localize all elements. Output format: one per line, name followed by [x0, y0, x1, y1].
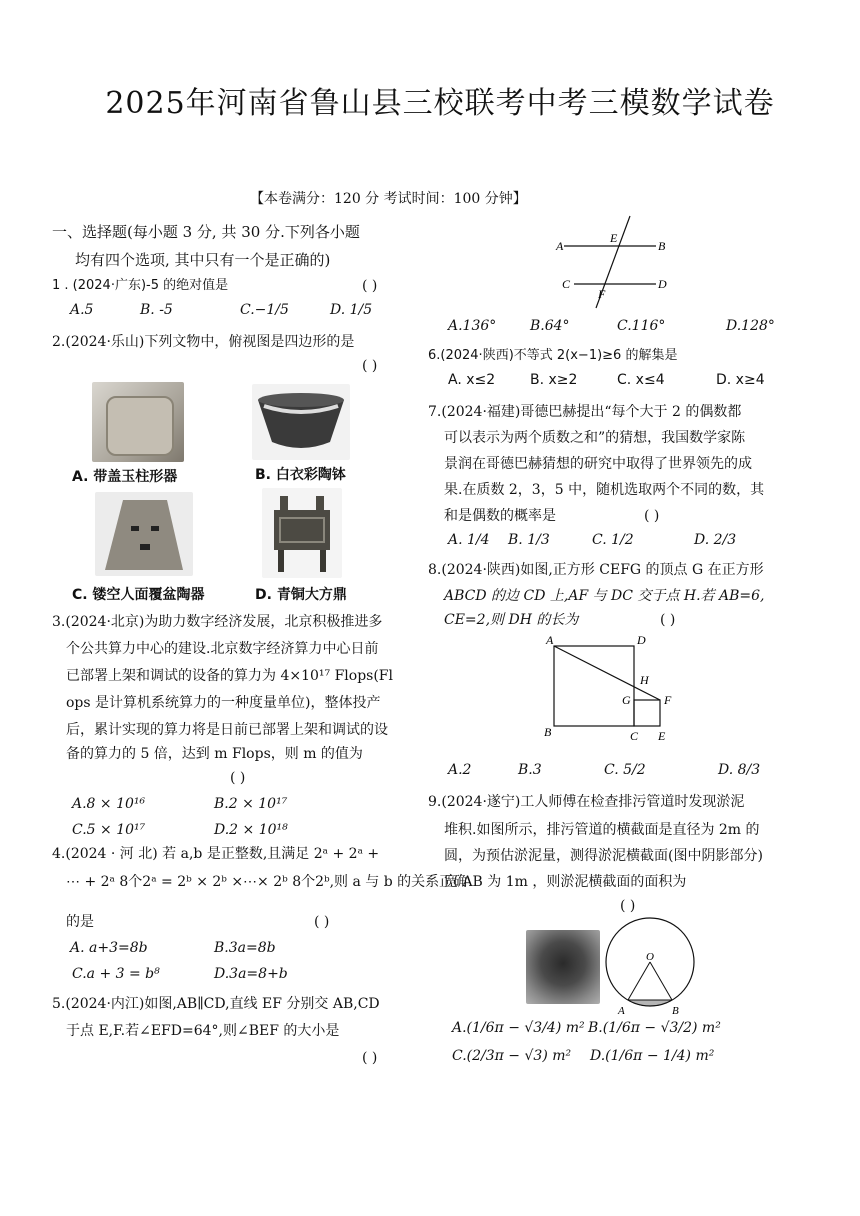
label-e: E: [658, 729, 666, 743]
q4-option-c: C.a + 3 = b⁸: [72, 966, 160, 982]
sewer-pipe-photo: [526, 930, 600, 1004]
q6-option-c: C. x≤4: [617, 372, 665, 388]
label-o: O: [646, 951, 654, 963]
q5-answer-paren: ( ): [362, 1050, 378, 1066]
q3-line-1: 3.(2024·北京)为助力数字经济发展，北京积极推进多: [52, 614, 383, 630]
q1-option-a: A.5: [70, 302, 94, 318]
bowl-shape: [252, 384, 350, 460]
label-e: E: [610, 231, 618, 245]
q6-stem: 6.(2024·陕西)不等式 2(x−1)≥6 的解集是: [428, 348, 678, 363]
q2-answer-paren: ( ): [362, 358, 378, 374]
label-a: A: [618, 1005, 625, 1016]
q5-line-2: 于点 E,F.若∠EFD=64°,则∠BEF 的大小是: [66, 1023, 340, 1039]
label-b: B: [672, 1005, 679, 1016]
label-a: A: [556, 239, 564, 253]
q2-stem: 2.(2024·乐山)下列文物中，俯视图是四边形的是: [52, 334, 355, 350]
q7-line-5: 和是偶数的概率是: [444, 508, 556, 524]
q6-option-a: A. x≤2: [448, 372, 496, 388]
q9-line-4: 宽 AB 为 1m ，则淤泥横截面的面积为: [444, 874, 687, 890]
q6-option-b: B. x≥2: [530, 372, 578, 388]
q2-option-b: B. 白衣彩陶钵: [255, 467, 346, 483]
q3-option-c: C.5 × 10¹⁷: [72, 822, 146, 838]
label-d: D: [637, 633, 646, 647]
q1-option-d: D. 1/5: [330, 302, 373, 318]
q8-option-c: C. 5/2: [604, 762, 646, 778]
q4-option-a: A. a+3=8b: [70, 940, 148, 956]
q2-option-d: D. 青铜大方鼎: [255, 587, 347, 603]
q8-option-a: A.2: [448, 762, 472, 778]
q7-answer-paren: ( ): [644, 508, 660, 524]
q9-circle-figure: [600, 916, 700, 1016]
q9-line-2: 堆积.如图所示，排污管道的横截面是直径为 2m 的: [444, 822, 760, 838]
exam-info: 【本卷满分：120 分 考试时间：100 分钟】: [250, 191, 527, 207]
label-c: C: [630, 729, 639, 743]
label-c: C: [562, 277, 571, 291]
q8-option-b: B.3: [518, 762, 542, 778]
q7-line-3: 景润在哥德巴赫猜想的研究中取得了世界领先的成: [444, 456, 752, 472]
q8-answer-paren: ( ): [660, 612, 676, 628]
q5-line-1: 5.(2024·内江)如图,AB∥CD,直线 EF 分别交 AB,CD: [52, 996, 380, 1012]
label-d: D: [658, 277, 667, 291]
q3-line-4: ops 是计算机系统算力的一种度量单位)，整体投产: [66, 695, 381, 711]
q9-option-a: A.(1/6π − √3/4) m²: [452, 1020, 585, 1036]
q3-option-d: D.2 × 10¹⁸: [214, 822, 288, 838]
label-b: B: [544, 725, 552, 739]
q3-option-a: A.8 × 10¹⁶: [72, 796, 146, 812]
q4-line-1: 4.(2024 · 河 北) 若 a,b 是正整数,且满足 2ᵃ + 2ᵃ +: [52, 846, 380, 862]
q2-option-a: A. 带盖玉柱形器: [72, 469, 178, 485]
q7-option-b: B. 1/3: [508, 532, 550, 548]
q5-option-d: D.128°: [726, 318, 775, 334]
q9-line-1: 9.(2024·遂宁)工人师傅在检查排污管道时发现淤泥: [428, 794, 745, 810]
label-f: F: [598, 287, 606, 301]
q7-line-2: 可以表示为两个质数之和”的猜想，我国数学家陈: [444, 430, 746, 446]
q4-line-3: 的是: [66, 914, 94, 930]
q4-line-2: ⋯ + 2ᵃ 8个2ᵃ = 2ᵇ × 2ᵇ ×⋯× 2ᵇ 8个2ᵇ,则 a 与 b 的关系正确: [66, 874, 468, 890]
label-f: F: [664, 693, 672, 707]
q4-option-d: D.3a=8+b: [214, 966, 288, 982]
q9-answer-paren: ( ): [620, 898, 636, 914]
label-g: G: [622, 693, 631, 707]
painted-bowl-photo: [252, 384, 350, 460]
q3-line-2: 个公共算力中心的建设.北京数字经济算力中心日前: [66, 641, 379, 657]
square-cefg: [634, 700, 660, 726]
q9-option-d: D.(1/6π − 1/4) m²: [590, 1048, 715, 1064]
label-a: A: [546, 633, 554, 647]
q5-option-a: A.136°: [448, 318, 497, 334]
q8-option-d: D. 8/3: [718, 762, 761, 778]
q7-option-a: A. 1/4: [448, 532, 490, 548]
q9-line-3: 圆，为预估淤泥量，测得淤泥横截面(图中阴影部分): [444, 848, 763, 864]
q3-line-3: 已部署上架和调试的设备的算力为 4×10¹⁷ Flops(Fl: [66, 668, 393, 684]
q3-line-5: 后，累计实现的算力将是日前已部署上架和调试的设: [66, 722, 388, 738]
jade-cylinder-photo: [92, 382, 184, 462]
section-heading-cont: 均有四个选项, 其中只有一个是正确的): [75, 251, 331, 269]
q4-answer-paren: ( ): [314, 914, 330, 930]
q9-option-b: B.(1/6π − √3/2) m²: [588, 1020, 721, 1036]
q1-stem: 1 . (2024·广东)-5 的绝对值是: [52, 278, 229, 293]
q3-answer-paren: ( ): [230, 770, 246, 786]
q8-line-2: ABCD 的边 CD 上,AF 与 DC 交于点 H.若 AB=6,: [444, 588, 765, 604]
radius-oa: [628, 962, 650, 1000]
q7-option-c: C. 1/2: [592, 532, 634, 548]
label-h: H: [640, 673, 649, 687]
q5-option-b: B.64°: [530, 318, 570, 334]
q7-option-d: D. 2/3: [694, 532, 737, 548]
label-b: B: [658, 239, 666, 253]
square-abcd: [554, 646, 634, 726]
q7-line-4: 果.在质数 2，3，5 中，随机选取两个不同的数，其: [444, 482, 765, 498]
q8-line-1: 8.(2024·陕西)如图,正方形 CEFG 的顶点 G 在正方形: [428, 562, 764, 578]
q2-option-c: C. 镂空人面覆盆陶器: [72, 587, 205, 603]
pottery-shape: [95, 492, 193, 576]
ding-shape: [262, 488, 342, 578]
radius-ob: [650, 962, 672, 1000]
q1-answer-paren: ( ): [362, 278, 378, 294]
q1-option-b: B. -5: [140, 302, 173, 318]
q3-line-6: 备的算力的 5 倍，达到 m Flops，则 m 的值为: [66, 746, 363, 762]
bronze-ding-photo: [262, 488, 342, 578]
q8-squares-figure: [540, 632, 680, 746]
q4-option-b: B.3a=8b: [214, 940, 276, 956]
q6-option-d: D. x≥4: [716, 372, 765, 388]
page-title: 2025年河南省鲁山县三校联考中考三模数学试卷: [105, 86, 775, 121]
q5-option-c: C.116°: [617, 318, 666, 334]
q9-option-c: C.(2/3π − √3) m²: [452, 1048, 572, 1064]
q5-parallel-lines-figure: [548, 212, 678, 312]
sludge-segment: [628, 1000, 672, 1006]
q7-line-1: 7.(2024·福建)哥德巴赫提出“每个大于 2 的偶数都: [428, 404, 742, 420]
section-heading: 一、选择题(每小题 3 分, 共 30 分.下列各小题: [52, 223, 360, 241]
openwork-face-pottery-photo: [95, 492, 193, 576]
q1-option-c: C.−1/5: [240, 302, 289, 318]
q8-line-3: CE=2,则 DH 的长为: [444, 612, 579, 628]
q3-option-b: B.2 × 10¹⁷: [214, 796, 288, 812]
